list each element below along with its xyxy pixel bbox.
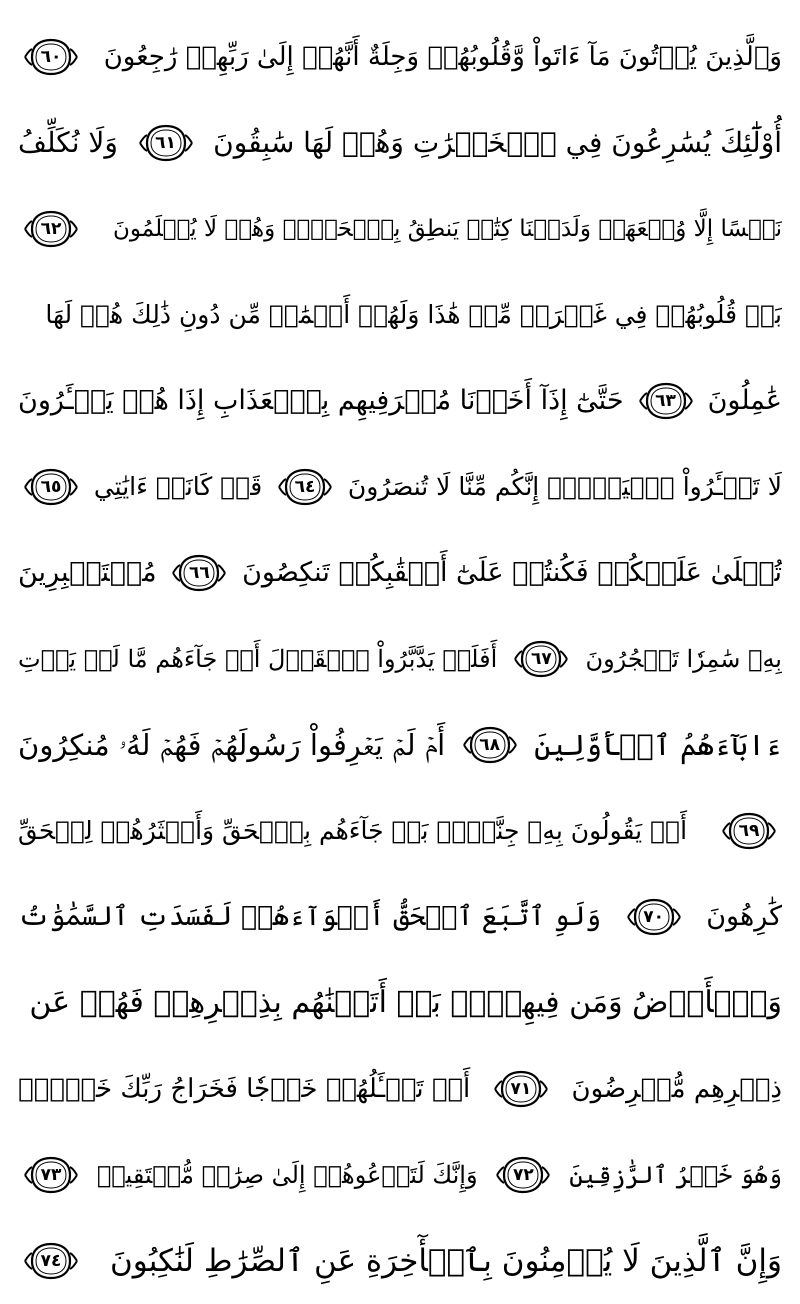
ayah-end-marker (625, 895, 683, 939)
verse-text: وَلَوِ ٱتَّبَعَ ٱلۡحَقُّ أَهۡوَآءَهُمۡ لَفَسَدَتِ ٱلسَّمَٰوَٰتُ (18, 901, 602, 932)
ayah-end-marker (22, 35, 80, 79)
ayah-number: ٦٠ (40, 47, 62, 67)
verse-text: وَهُوَ خَيۡرُ ٱلرَّٰزِقِينَ (569, 1161, 782, 1189)
verse-line (18, 444, 782, 530)
verse-text: تُتۡلَىٰ عَلَيۡكُمۡ فَكُنتُمۡ عَلَىٰٓ أَعۡقَٰبِكُمۡ تَنكِصُونَ (242, 557, 782, 588)
ayah-number: ٦٢ (40, 219, 62, 239)
verse-text: مُسۡتَكۡبِرِينَ (18, 557, 157, 588)
ayah-number: ٦٣ (655, 391, 676, 411)
ayah-end-marker (170, 551, 228, 595)
ayah-end-marker (22, 207, 80, 251)
verse-text: حَتَّىٰٓ إِذَآ أَخَذۡنَا مُتۡرَفِيهِم بِٱلۡعَذَابِ إِذَا هُمۡ يَجۡـَٔرُونَ (18, 385, 624, 416)
verse-text: ذِكۡرِهِم مُّعۡرِضُونَ (571, 1074, 782, 1104)
verse-line (18, 1046, 782, 1132)
ayah-number: ٦٤ (294, 477, 316, 497)
verse-line (18, 702, 782, 788)
verse-line (18, 788, 782, 874)
ayah-end-marker (137, 121, 195, 165)
ayah-end-marker (492, 1067, 550, 1111)
verse-text: أَفَلَمۡ يَدَّبَّرُواْ ٱلۡقَوۡلَ أَمۡ جَآءَهُم مَّا لَمۡ يَأۡتِ (18, 645, 498, 673)
ayah-number: ٦٥ (40, 477, 62, 497)
verse-line (18, 1218, 782, 1304)
verse-line (18, 358, 782, 444)
ayah-end-marker (22, 1153, 80, 1197)
ayah-number: ٧٢ (513, 1165, 534, 1185)
verse-line (18, 960, 782, 1046)
ayah-number: ٧٠ (643, 907, 665, 927)
ayah-number: ٧١ (510, 1079, 532, 1099)
verse-text: قَدۡ كَانَتۡ ءَايَٰتِي (93, 472, 263, 501)
verse-text: وَإِنَّ ٱلَّذِينَ لَا يُؤۡمِنُونَ بِٱلۡأٓخِرَةِ عَنِ ٱلصِّرَٰطِ لَنَٰكِبُونَ (109, 1243, 782, 1279)
verse-line (18, 616, 782, 702)
verse-text: أَمۡ تَسۡـَٔلُهُمۡ خَرۡجٗا فَخَرَاجُ رَبِّكَ خَيۡرٞۖ (18, 1074, 471, 1104)
ayah-end-marker (461, 723, 519, 767)
verse-line (18, 1132, 782, 1218)
ayah-number: ٦٦ (188, 563, 210, 583)
verse-line (18, 14, 782, 100)
ayah-end-marker (637, 379, 695, 423)
verse-line (18, 186, 782, 272)
verse-text: ءَابَآءَهُمُ ٱلۡأَوَّلِينَ (534, 728, 782, 762)
ayah-number: ٦٨ (479, 735, 501, 755)
verse-text: وَإِنَّكَ لَتَدۡعُوهُمۡ إِلَىٰ صِرَٰطٖ مُّسۡتَقِيمٖ (96, 1161, 478, 1189)
verse-line (18, 100, 782, 186)
ayah-end-marker (512, 637, 570, 681)
ayah-number: ٧٣ (40, 1165, 62, 1185)
verse-text: وَٱلۡأَرۡضُ وَمَن فِيهِنَّۚ بَلۡ أَتَيۡنَٰهُم بِذِكۡرِهِمۡ فَهُمۡ عَن (29, 985, 782, 1020)
verse-text: بِهِۦ سَٰمِرٗا تَهۡجُرُونَ (585, 645, 782, 673)
ayah-end-marker (22, 1239, 80, 1283)
verse-text: عَٰمِلُونَ (707, 385, 782, 416)
ayah-number: ٦١ (155, 133, 176, 153)
ayah-number: ٦٩ (738, 821, 760, 841)
verse-text: أُوْلَٰٓئِكَ يُسَٰرِعُونَ فِي ٱلۡخَيۡرَٰتِ وَهُمۡ لَهَا سَٰبِقُونَ (213, 126, 782, 159)
ayah-end-marker (22, 465, 80, 509)
verse-text: وَٱلَّذِينَ يُؤۡتُونَ مَآ ءَاتَواْ وَّقُلُوبُهُمۡ وَجِلَةٌ أَنَّهُمۡ إِلَىٰ رَبِّهِمۡ رَٰجِعُونَ (103, 42, 782, 72)
verse-line (18, 874, 782, 960)
ayah-end-marker (720, 809, 778, 853)
verse-line (18, 530, 782, 616)
verse-text: أَمۡ لَمۡ يَعۡرِفُواْ رَسُولَهُمۡ فَهُمۡ لَهُۥ مُنكِرُونَ (18, 728, 446, 762)
verse-text: وَلَا نُكَلِّفُ (18, 126, 118, 159)
ayah-number: ٧٤ (40, 1251, 62, 1271)
ayah-end-marker (276, 465, 334, 509)
verse-text: لَا تَجۡـَٔرُواْ ٱلۡيَوۡمَۖ إِنَّكُم مِّنَّا لَا تُنصَرُونَ (347, 472, 782, 501)
ayah-end-marker (494, 1153, 552, 1197)
verse-text: بَلۡ قُلُوبُهُمۡ فِي غَمۡرَةٖ مِّنۡ هَٰذَا وَلَهُمۡ أَعۡمَٰلٞ مِّن دُونِ ذَٰلِكَ هُمۡ لَهَا (45, 300, 782, 329)
verse-text: نَفۡسًا إِلَّا وُسۡعَهَاۖ وَلَدَيۡنَا كِتَٰبٞ يَنطِقُ بِٱلۡحَقِّۚ وَهُمۡ لَا يُظۡلَمُونَ (113, 216, 782, 242)
verse-text: كَٰرِهُونَ (706, 901, 782, 932)
verse-line (18, 272, 782, 358)
verse-text: أَمۡ يَقُولُونَ بِهِۦ جِنَّةُۢۚ بَلۡ جَآءَهُم بِٱلۡحَقِّ وَأَكۡثَرُهُمۡ لِلۡحَقِّ (18, 816, 688, 845)
ayah-number: ٦٧ (530, 649, 552, 669)
